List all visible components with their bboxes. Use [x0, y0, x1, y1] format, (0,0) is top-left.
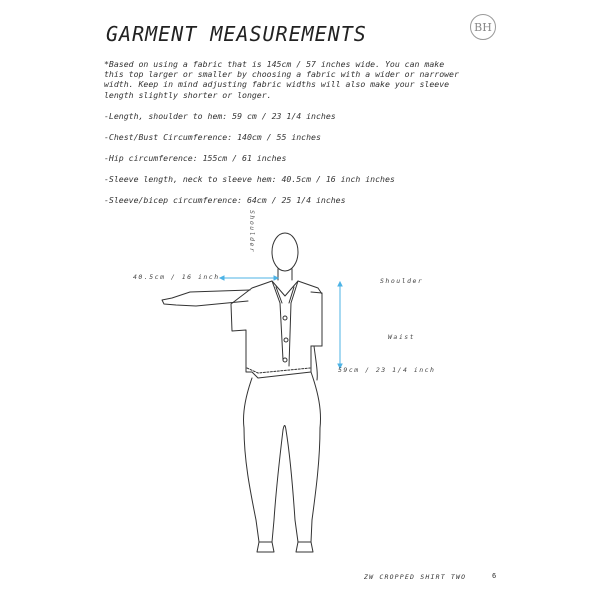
shirt-hem [247, 368, 310, 373]
figure-head [272, 233, 298, 271]
figure-crotch [283, 425, 286, 430]
arrowhead-icon [220, 276, 224, 280]
measurement-chest: -Chest/Bust Circumference: 140cm / 55 inches [104, 132, 321, 142]
measurement-sleeve-length: -Sleeve length, neck to sleeve hem: 40.5cm / 16 inch inches [104, 174, 395, 184]
shirt-right-sleeve [311, 292, 322, 346]
figure-hips [243, 372, 320, 428]
sleeve-length-label: 40.5cm / 16 inch [133, 273, 220, 281]
figure-left-leg [244, 428, 283, 542]
waist-label: Waist [388, 333, 416, 341]
shirt-button [283, 358, 287, 362]
intro-line: length slightly shorter or longer. [104, 89, 272, 100]
figure-feet [257, 542, 313, 552]
shirt-button [283, 316, 287, 320]
footer-title: ZW CROPPED SHIRT TWO [364, 573, 467, 581]
intro-line: *Based on using a fabric that is 145cm / 57 inches wide. You can make [104, 59, 445, 69]
shoulder-label: Shoulder [380, 277, 424, 285]
figure-right-leg [286, 428, 320, 542]
shirt-outline [231, 281, 322, 378]
shirt-button [284, 338, 288, 342]
length-label: 59cm / 23 1/4 inch [338, 366, 436, 374]
figure-raised-arm [162, 290, 250, 306]
page-title: GARMENT MEASUREMENTS [106, 22, 367, 46]
figure-right-hand [314, 346, 317, 380]
shirt-placket [272, 281, 298, 366]
intro-line: this top larger or smaller by choosing a fabric with a wider or narrower [104, 69, 459, 80]
arrowhead-icon [274, 276, 278, 280]
intro-line: width. Keep in mind adjusting fabric widths will also make your sleeve [104, 79, 450, 90]
measurement-hip: -Hip circumference: 155cm / 61 inches [104, 153, 287, 163]
shoulder-vertical-label: Shoulder [248, 210, 256, 254]
measurement-sleeve-circumference: -Sleeve/bicep circumference: 64cm / 25 1/4 inches [104, 195, 346, 205]
page-number: 6 [492, 572, 497, 580]
brand-logo: BH [470, 14, 496, 40]
arrowhead-icon [338, 282, 342, 286]
measurement-length: -Length, shoulder to hem: 59 cm / 23 1/4 inches [104, 111, 336, 121]
